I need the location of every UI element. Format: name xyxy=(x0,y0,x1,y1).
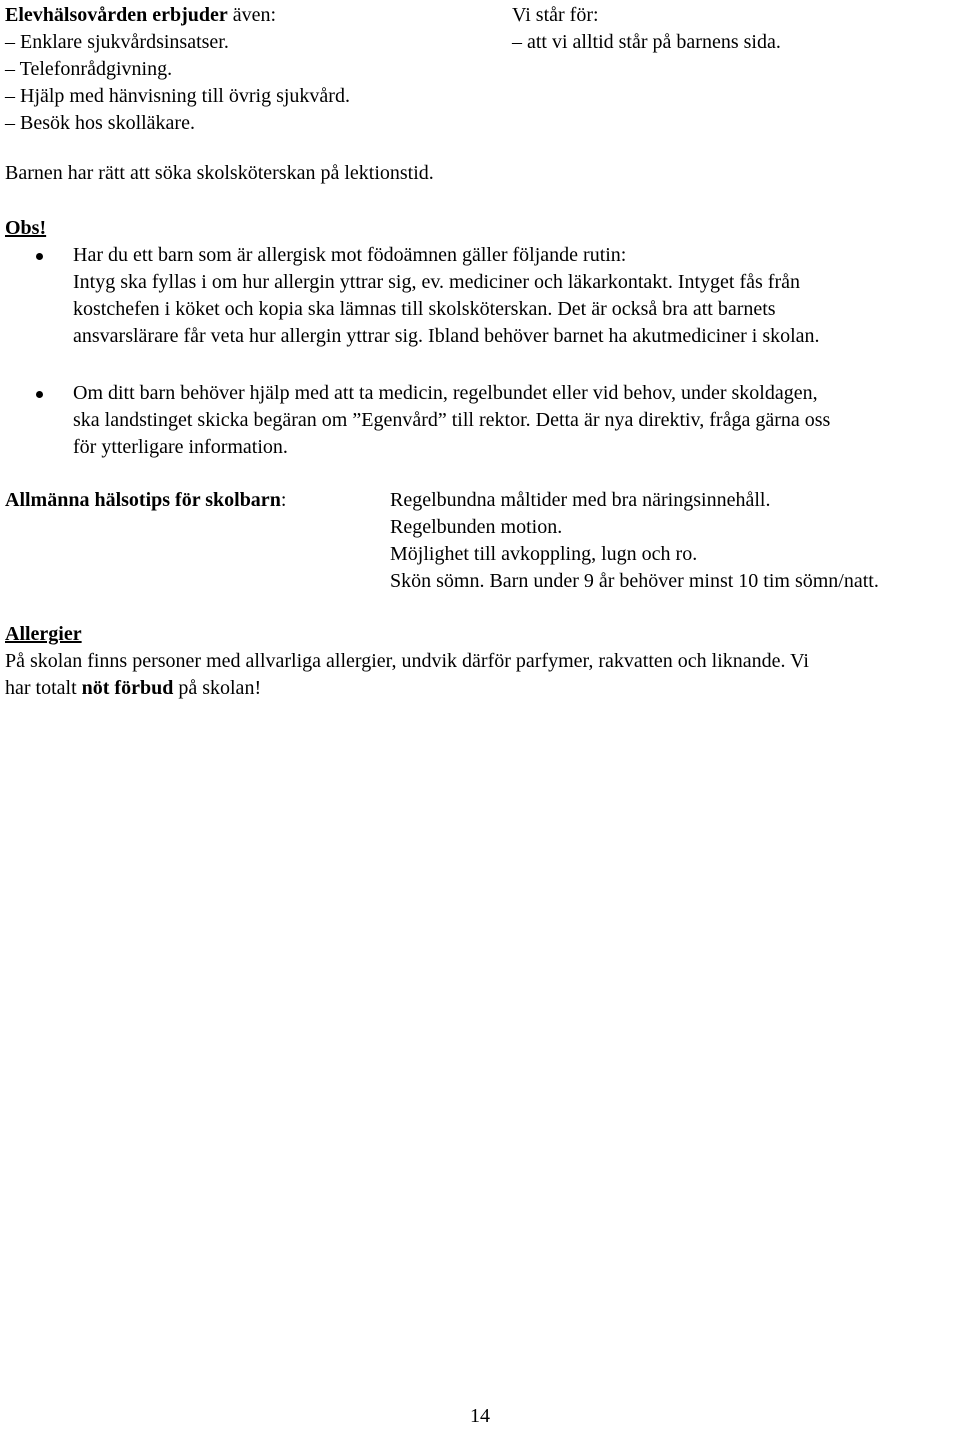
obs-heading: Obs! xyxy=(5,217,47,239)
bullet-line: ansvarslärare får veta hur allergin yttrar sig. Ibland behöver barnet ha akutmediciner i skolan. xyxy=(73,325,820,347)
values-heading: Vi står för: xyxy=(512,4,599,26)
services-heading xyxy=(5,2,350,29)
allergies-line xyxy=(5,675,809,702)
bullet-dot-icon xyxy=(36,391,43,398)
services-item: – Besök hos skolläkare. xyxy=(5,112,195,134)
values-section xyxy=(512,2,781,56)
values-item: – att vi alltid står på barnens sida. xyxy=(512,31,781,53)
allergies-line: På skolan finns personer med allvarliga allergier, undvik därför parfymer, rakvatten och liknande. Vi xyxy=(5,650,809,672)
allergies-line2-before: har totalt xyxy=(5,677,82,699)
health-tip-item: Skön sömn. Barn under 9 år behöver minst 10 tim sömn/natt. xyxy=(390,570,879,592)
services-item: – Telefonrådgivning. xyxy=(5,58,173,80)
bullet-line: Om ditt barn behöver hjälp med att ta medicin, regelbundet eller vid behov, under skoldagen, xyxy=(73,382,818,404)
bullet-line: Intyg ska fyllas i om hur allergin yttrar sig, ev. mediciner och läkarkontakt. Intyget fås från xyxy=(73,271,801,293)
services-item: – Hjälp med hänvisning till övrig sjukvård. xyxy=(5,85,350,107)
health-tips-heading-bold: Allmänna hälsotips för skolbarn xyxy=(5,489,281,511)
rights-text: Barnen har rätt att söka skolsköterskan på lektionstid. xyxy=(5,162,434,184)
bullet-line: ska landstinget skicka begäran om ”Egenvård” till rektor. Detta är nya direktiv, fråga gärna oss xyxy=(73,409,831,431)
services-item: – Enklare sjukvårdsinsatser. xyxy=(5,31,229,53)
services-section xyxy=(5,2,350,137)
bullet-line: Har du ett barn som är allergisk mot födoämnen gäller följande rutin: xyxy=(73,244,627,266)
nut-ban-emphasis: nöt förbud xyxy=(81,677,174,699)
page-number: 14 xyxy=(470,1405,490,1427)
health-tip-item: Regelbunden motion. xyxy=(390,516,563,538)
services-heading-rest: även: xyxy=(227,4,277,26)
bullet-dot-icon xyxy=(36,253,43,260)
health-tips-list xyxy=(390,487,879,595)
bullet-line: kostchefen i köket och kopia ska lämnas till skolsköterskan. Det är också bra att barnets xyxy=(73,298,776,320)
medication-bullet xyxy=(73,380,830,461)
allergies-text xyxy=(5,648,809,702)
health-tip-item: Möjlighet till avkoppling, lugn och ro. xyxy=(390,543,698,565)
allergies-line2-after: på skolan! xyxy=(173,677,262,699)
bullet-line: för ytterligare information. xyxy=(73,436,288,458)
health-tips-heading xyxy=(5,487,286,514)
allergies-heading: Allergier xyxy=(5,623,82,645)
allergy-routine-bullet xyxy=(73,242,820,350)
services-heading-bold: Elevhälsovården erbjuder xyxy=(5,4,228,26)
health-tips-heading-rest: : xyxy=(280,489,287,511)
health-tip-item: Regelbundna måltider med bra näringsinnehåll. xyxy=(390,489,771,511)
